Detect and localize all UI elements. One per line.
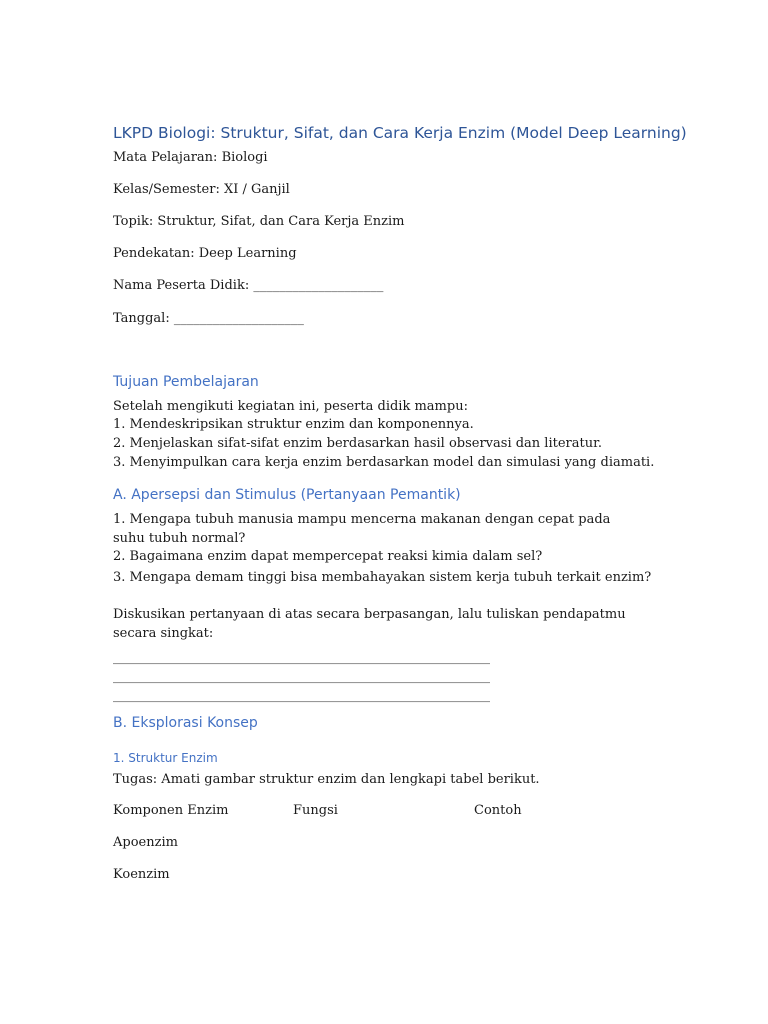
section-a-heading: A. Apersepsi dan Stimulus (Pertanyaan Pemantik) <box>113 487 461 503</box>
answer-line: __________________________________________________________ <box>113 650 490 665</box>
table-row <box>113 833 633 865</box>
objective-item: 1. Mendeskripsikan struktur enzim dan komponennya. <box>113 417 474 432</box>
question-item: 1. Mengapa tubuh manusia mampu mencerna makanan dengan cepat pada suhu tubuh normal? <box>113 512 611 546</box>
meta-approach: Pendekatan: Deep Learning <box>113 246 297 261</box>
table-cell: Apoenzim <box>113 835 178 850</box>
document-title: LKPD Biologi: Struktur, Sifat, dan Cara Kerja Enzim (Model Deep Learning) <box>113 124 687 142</box>
objective-item: 3. Menyimpulkan cara kerja enzim berdasarkan model dan simulasi yang diamati. <box>113 455 655 470</box>
objectives-intro: Setelah mengikuti kegiatan ini, peserta didik mampu: <box>113 399 468 414</box>
question-item: 2. Bagaimana enzim dapat mempercepat reaksi kimia dalam sel? <box>113 549 543 564</box>
objective-item: 2. Menjelaskan sifat-sifat enzim berdasarkan hasil observasi dan literatur. <box>113 436 603 451</box>
question-item: 3. Mengapa demam tinggi bisa membahayakan sistem kerja tubuh terkait enzim? <box>113 570 652 585</box>
section-b-heading: B. Eksplorasi Konsep <box>113 715 258 731</box>
task-instruction: Tugas: Amati gambar struktur enzim dan lengkapi tabel berikut. <box>113 772 540 787</box>
answer-line: __________________________________________________________ <box>113 669 490 684</box>
subsection-heading: 1. Struktur Enzim <box>113 751 218 765</box>
meta-subject: Mata Pelajaran: Biologi <box>113 150 268 165</box>
meta-class-semester: Kelas/Semester: XI / Ganjil <box>113 182 290 197</box>
table-header-cell: Komponen Enzim <box>113 803 229 818</box>
meta-student-name: Nama Peserta Didik: ____________________ <box>113 278 384 293</box>
meta-topic: Topik: Struktur, Sifat, dan Cara Kerja Enzim <box>113 214 405 229</box>
objectives-heading: Tujuan Pembelajaran <box>113 374 259 390</box>
answer-line: __________________________________________________________ <box>113 688 490 703</box>
meta-date: Tanggal: ____________________ <box>113 311 304 326</box>
table-row <box>113 865 633 897</box>
table-header-cell: Fungsi <box>293 803 338 818</box>
enzyme-table <box>113 801 633 897</box>
table-header-cell: Contoh <box>474 803 522 818</box>
discussion-instruction: Diskusikan pertanyaan di atas secara berpasangan, lalu tuliskan pendapatmu secara singkat: <box>113 607 626 641</box>
table-header-row <box>113 801 633 833</box>
table-cell: Koenzim <box>113 867 170 882</box>
